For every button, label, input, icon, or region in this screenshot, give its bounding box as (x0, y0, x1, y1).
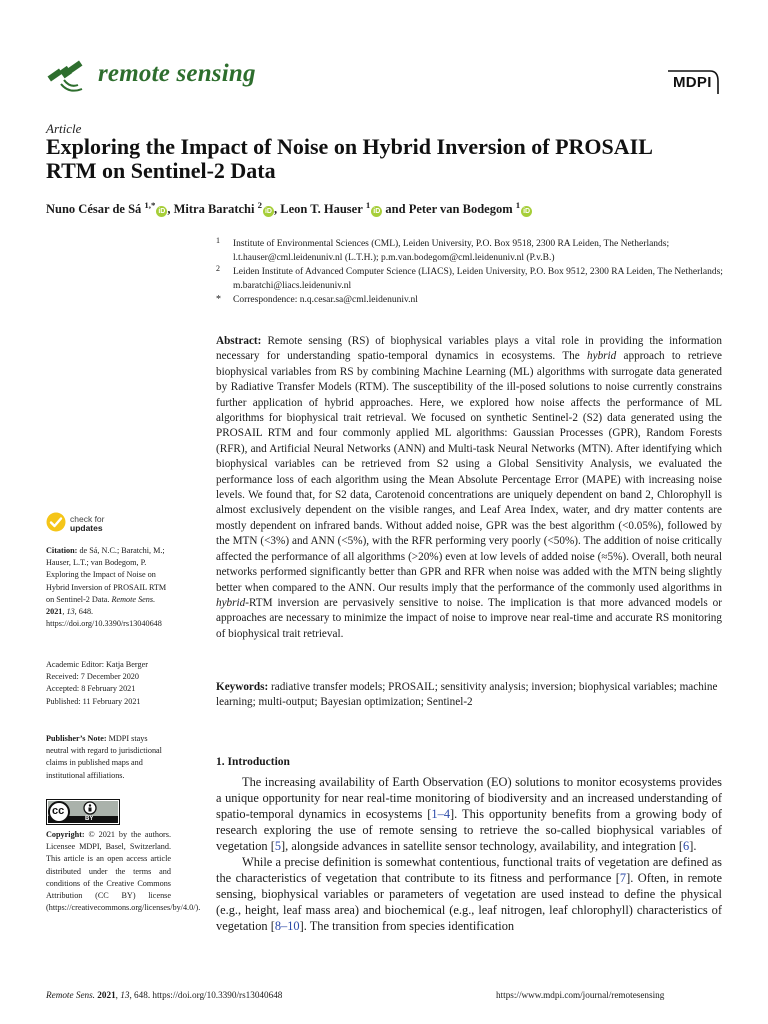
journal-name: remote sensing (98, 60, 256, 87)
copyright-text: © 2021 by the authors. Licensee MDPI, Basel, Switzerland. This article is an open access article distributed under the terms and conditions of the Creative Commons Attribution (CC BY) license (https://creativecommons.org/licenses/by/4.0/). (46, 830, 201, 913)
date-received: Received: 7 December 2020 (46, 672, 139, 682)
author-name: Leon T. Hauser (280, 202, 363, 217)
author-affiliation-mark: 1,* (144, 200, 156, 210)
date-published: Published: 11 February 2021 (46, 696, 141, 706)
footer-journal: Remote Sens. (46, 990, 95, 1000)
citation-year: 2021 (46, 607, 63, 617)
paragraph-text: ]. Often, in remote sensing, biophysical variables or parameters of vegetation are used instead to define the physical (e.g., height, leaf mass area) and biochemical (e.g., leaf nitrogen, leaf chlorophyll) characteristics of vegetation [ (216, 871, 722, 933)
abstract-label: Abstract: (216, 335, 262, 347)
citation-link[interactable]: 1–4 (431, 807, 451, 821)
abstract-emphasis: hybrid (587, 350, 617, 363)
abstract-text: approach to retrieve biophysical variables from RS by combining Machine Learning (ML) algorithms with surrogate data generated by Radiative Transfer Models (RTM). The susceptibility of the ill-posed solutions to noise currently constrains further application of hybrid approaches. Here, we explored how noise affects the performance of ML algorithms for biophysical trait retrieval. We focused on synthetic Sentinel-2 (S2) data generated using the PROSAIL RTM and four commonly applied ML algorithms: Gaussian Processes (GPR), Random Forests (RFR), and Artificial Neural Networks (ANN) and Multi-task Neural Networks (MTN). After identifying which biophysical variables can be retrieved from S2 using a Global Sensitivity Analysis, we evaluated the performance loss of each algorithm using the Mean Absolute Percentage Error (MAPE) with increasing noise levels. We found that, for S2 data, Carotenoid concentrations are uniquely dependent on band 2, Chlorophyll is almost exclusively dependent on the visible ranges, and Leaf Area Index, water, and dry matter contents are mostly dependent on infrared bands. Without added noise, GPR was the best algorithm (<0.05%), followed by the MTN (<3%) and ANN (<5%), with the RFR performing very poorly (<50%). The addition of noise critically affected the performance of all algorithms (>20%) even at low levels of added noise (≈5%). Overall, both neural networks performed significantly better than GPR and RFR when noise was added with the MTN being slightly better when compared to the ANN. Our results imply that the performance of the commonly used algorithms in (216, 350, 722, 594)
paragraph (216, 774, 722, 854)
correspondence-mark: * (216, 294, 221, 305)
check-updates-label: check for (70, 514, 105, 524)
citation-link[interactable]: 7 (619, 871, 627, 885)
affiliation-1 (216, 237, 726, 265)
publication-dates (46, 659, 171, 708)
date-accepted: Accepted: 8 February 2021 (46, 684, 136, 694)
copyright-notice (46, 829, 201, 914)
affiliation-text: Institute of Environmental Sciences (CML), Leiden University, P.O. Box 9518, 2300 RA Leiden, The Netherlands; l.t.hauser@cml.leidenuniv.nl (L.T.H.); p.m.van.bodegom@cml.leidenuniv.nl (P.v.B.) (233, 239, 670, 263)
affiliation-2 (216, 265, 726, 293)
check-updates-icon (46, 512, 66, 532)
cc-by-license-badge[interactable] (46, 799, 120, 825)
paragraph-text: While a precise definition is somewhat contentious, functional traits of vegetation are defined as the characteristics of vegetation that contribute to its fitness and performance [ (216, 855, 722, 885)
paragraph-text: The increasing availability of Earth Observation (EO) solutions to monitor ecosystems provides a unique opportunity for near real-time monitoring of biodiversity and an increased understanding of spatio-temporal dynamics in ecosystems [ (216, 775, 722, 821)
affiliation-mark: 1 (216, 236, 220, 245)
citation-doi[interactable]: , 648. https://doi.org/10.3390/rs13040648 (46, 607, 162, 629)
author-name: Peter van Bodegom (408, 202, 513, 217)
keywords-text: radiative transfer models; PROSAIL; sensitivity analysis; inversion; biophysical variables; machine learning; multi-output; Bayesian optimization; Sentinel-2 (216, 681, 718, 709)
author-affiliation-mark: 1 (515, 200, 521, 210)
orcid-icon[interactable]: iD (158, 208, 166, 216)
paper-title: Exploring the Impact of Noise on Hybrid Inversion of PROSAIL RTM on Sentinel-2 Data (46, 134, 652, 183)
orcid-icon[interactable]: iD (523, 208, 531, 216)
abstract-emphasis: hybrid (216, 596, 246, 609)
publisher-note-text: MDPI stays neutral with regard to jurisdictional claims in published maps and institutional affiliations. (46, 734, 162, 780)
citation-link[interactable]: 5 (274, 839, 282, 853)
paragraph-text: ]. This opportunity benefits from a growing body of research exploring the use of remote sensing to retrieve the so-called biophysical variables of vegetation [ (216, 807, 723, 853)
abstract (216, 334, 722, 642)
introduction-body (216, 774, 722, 934)
citation-journal: Remote Sens. (111, 594, 156, 604)
citation-block (46, 545, 171, 630)
paragraph-text: ]. (689, 839, 697, 853)
keywords (216, 680, 722, 711)
footer-doi[interactable]: , 648. https://doi.org/10.3390/rs13040648 (129, 990, 283, 1000)
cc-badge-text: cc (52, 805, 65, 817)
journal-logo-icon (44, 58, 90, 98)
correspondence (216, 293, 726, 307)
abstract-text: -RTM inversion are pervasively sensitive to noise. The implication is that more advanced models or approaches are necessary to minimize the impact of noise to improve near real-time and accurate RS monitoring of biophysical trait retrieval. (216, 596, 722, 640)
orcid-icon[interactable]: iD (264, 208, 272, 216)
citation-link[interactable]: 8–10 (274, 919, 300, 933)
publisher-note-label: Publisher’s Note: (46, 734, 107, 743)
abstract-text: Remote sensing (RS) of biophysical variables plays a vital role in providing the information necessary for understanding spatio-temporal dynamics in ecosystems. The (216, 335, 722, 363)
check-updates-label-bold: updates (70, 523, 103, 533)
orcid-icon[interactable]: iD (373, 208, 381, 216)
paragraph (216, 854, 722, 934)
copyright-label: Copyright: (46, 830, 85, 839)
paragraph-text: ], alongside advances in satellite sensor technology, availability, and integration [ (281, 839, 684, 853)
affiliation-mark: 2 (216, 264, 220, 273)
footer-citation (46, 990, 282, 1000)
mdpi-logo-text: MDPI (673, 74, 712, 91)
academic-editor: Academic Editor: Katja Berger (46, 660, 148, 669)
citation-volume: , 13 (62, 607, 75, 617)
author-affiliation-mark: 2 (257, 200, 262, 210)
paragraph-text: ]. The transition from species identification (299, 919, 515, 933)
affiliations (216, 237, 726, 307)
author-name: Mitra Baratchi (173, 202, 255, 217)
citation-label: Citation: (46, 546, 78, 555)
citation-link[interactable]: 6 (683, 839, 690, 853)
author-affiliation-mark: 1 (365, 200, 371, 210)
keywords-label: Keywords: (216, 681, 269, 693)
citation-text: de Sá, N.C.; Baratchi, M.; Hauser, L.T.; van Bodegom, P. Exploring the Impact of Noise on Hybrid Inversion of PROSAIL RTM on Sentinel-2 Data. (46, 546, 167, 604)
affiliation-text: Leiden Institute of Advanced Computer Science (LIACS), Leiden University, P.O. Box 9512, 2300 RA Leiden, The Netherlands; m.baratchi@liacs.leidenuniv.nl (233, 267, 723, 291)
footer-journal-url[interactable]: https://www.mdpi.com/journal/remotesensing (496, 990, 665, 1000)
publisher-note (46, 733, 171, 782)
article-type: Article (46, 121, 82, 136)
author-name: Nuno César de Sá (46, 202, 142, 217)
correspondence-text: Correspondence: n.q.cesar.sa@cml.leidenuniv.nl (233, 295, 418, 305)
author-list: Nuno César de Sá $^{1,*}$iD , Mitra Baratchi $^2$iD , Leon T. Hauser $^1$iD and Peter van Bodegom $^1$iD (46, 200, 531, 217)
section-heading: 1. Introduction (216, 756, 290, 768)
footer-volume: , 13 (115, 990, 130, 1000)
footer-year: 2021 (94, 990, 116, 1000)
check-for-updates-button[interactable] (46, 512, 166, 536)
cc-badge-by: BY (85, 816, 94, 822)
